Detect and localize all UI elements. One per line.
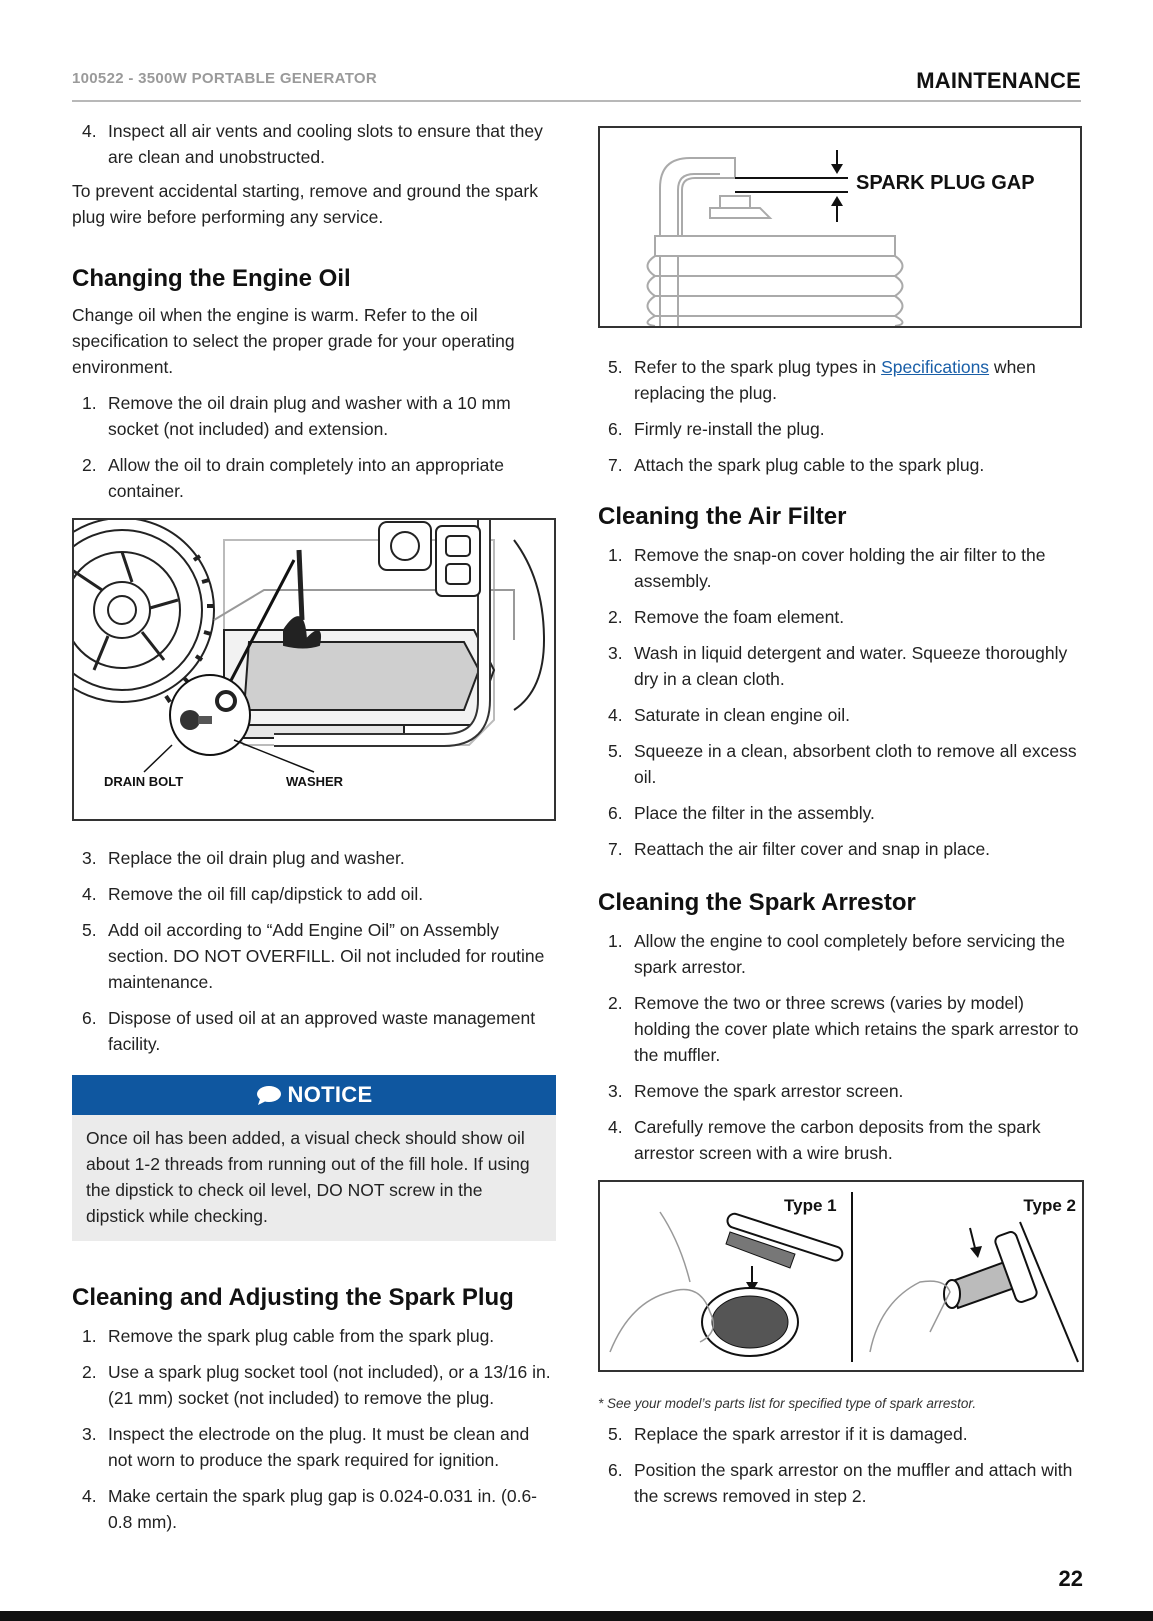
list-item — [598, 1114, 1084, 1166]
step-number: 3. — [82, 848, 97, 868]
step-text: Replace the spark arrestor if it is damaged. — [634, 1424, 968, 1444]
step-number: 2. — [608, 607, 623, 627]
step-text: Position the spark arrestor on the muffler and attach with the screws removed in step 2. — [634, 1460, 1073, 1506]
list-item — [72, 1483, 556, 1535]
step-text: Remove the oil drain plug and washer with a 10 mm socket (not included) and extension. — [108, 393, 511, 439]
list-item — [598, 1457, 1084, 1509]
speech-bubble-icon — [256, 1085, 282, 1105]
list-item — [72, 390, 556, 442]
list-item — [72, 845, 556, 871]
arrestor-footnote: * See your model’s parts list for specified type of spark arrestor. — [598, 1396, 977, 1411]
step-number: 5. — [608, 741, 623, 761]
list-item — [598, 604, 1084, 630]
step-number: 4. — [82, 884, 97, 904]
safety-paragraph: To prevent accidental starting, remove and ground the spark plug wire before performing any service. — [72, 181, 538, 227]
oil-intro-paragraph: Change oil when the engine is warm. Refer to the oil specification to select the proper grade for your operating environment. — [72, 305, 515, 377]
spark-plug-gap-figure — [598, 126, 1082, 328]
step-text: Place the filter in the assembly. — [634, 803, 875, 823]
step-number: 7. — [608, 839, 623, 859]
list-item — [72, 1323, 556, 1349]
bottom-rule — [0, 1611, 1153, 1621]
step-number: 2. — [82, 455, 97, 475]
step-text: Wash in liquid detergent and water. Squeeze thoroughly dry in a clean cloth. — [634, 643, 1068, 689]
step-text: Add oil according to “Add Engine Oil” on Assembly section. DO NOT OVERFILL. Oil not included for routine maintenance. — [108, 920, 545, 992]
cylinder-arrestor-icon — [944, 1230, 1038, 1308]
list-item — [598, 990, 1084, 1068]
notice-content — [72, 1115, 556, 1241]
list-item — [72, 118, 556, 170]
step-number: 3. — [608, 1081, 623, 1101]
step-text — [634, 354, 1084, 406]
list-item — [598, 800, 1084, 826]
step-number: 6. — [608, 803, 623, 823]
spark-arrestor-illustration — [600, 1182, 1082, 1370]
list-item — [598, 542, 1084, 594]
wire-brush-icon — [726, 1212, 844, 1268]
oil-steps-first — [72, 390, 556, 504]
step-number: 2. — [608, 993, 623, 1013]
step-text: Replace the oil drain plug and washer. — [108, 848, 405, 868]
step-text: Carefully remove the carbon deposits from the spark arrestor screen with a wire brush. — [634, 1117, 1041, 1163]
step-number: 2. — [82, 1362, 97, 1382]
left-column — [72, 118, 556, 1545]
list-item — [598, 452, 1084, 478]
step-text: Remove the snap-on cover holding the air filter to the assembly. — [634, 545, 1046, 591]
step-number: 6. — [608, 419, 623, 439]
right-column — [598, 126, 1084, 1519]
step-text: Allow the oil to drain completely into an appropriate container. — [108, 455, 504, 501]
step-text: Attach the spark plug cable to the spark plug. — [634, 455, 985, 475]
step-text: Squeeze in a clean, absorbent cloth to remove all excess oil. — [634, 741, 1077, 787]
list-item — [72, 881, 556, 907]
drain-plug-figure — [72, 518, 556, 821]
list-item — [72, 452, 556, 504]
list-item — [598, 702, 1084, 728]
step-text: Use a spark plug socket tool (not included), or a 13/16 in. (21 mm) socket (not included) to remove the plug. — [108, 1362, 551, 1408]
intro-steps — [72, 118, 556, 170]
list-item — [598, 836, 1084, 862]
step-text-after-link: when replacing the plug. — [634, 357, 1036, 403]
specifications-link[interactable]: Specifications — [881, 357, 990, 377]
drain-bolt-label: DRAIN BOLT — [104, 774, 184, 789]
oil-steps-second — [72, 845, 556, 1057]
step-text: Remove the spark plug cable from the spark plug. — [108, 1326, 495, 1346]
step-number: 3. — [82, 1424, 97, 1444]
round-screen-icon — [702, 1288, 798, 1356]
step-text: Saturate in clean engine oil. — [634, 705, 850, 725]
list-item — [72, 917, 556, 995]
heading-spark-arrestor: Cleaning the Spark Arrestor — [598, 889, 916, 916]
step-text: Inspect all air vents and cooling slots to ensure that they are clean and unobstructed. — [108, 121, 543, 167]
list-item — [598, 416, 1084, 442]
step-text: Remove the two or three screws (varies by model) holding the cover plate which retains the spark arrestor to the muffler. — [634, 993, 1079, 1065]
page-number: 22 — [1058, 1566, 1083, 1591]
heading-air-filter: Cleaning the Air Filter — [598, 503, 847, 530]
step-text: Remove the foam element. — [634, 607, 845, 627]
step-number: 4. — [82, 1486, 97, 1506]
list-item — [598, 1421, 1084, 1447]
list-item — [598, 1078, 1084, 1104]
step-number: 4. — [608, 705, 623, 725]
list-item — [72, 1359, 556, 1411]
step-number: 5. — [608, 357, 623, 377]
heading-spark-plug: Cleaning and Adjusting the Spark Plug — [72, 1284, 514, 1311]
step-number: 5. — [608, 1424, 623, 1444]
air-filter-steps — [598, 542, 1084, 862]
step-text: Allow the engine to cool completely before servicing the spark arrestor. — [634, 931, 1065, 977]
step-text: Make certain the spark plug gap is 0.024-0.031 in. (0.6-0.8 mm). — [108, 1486, 537, 1532]
notice-title: NOTICE — [287, 1082, 373, 1107]
step-text: Remove the spark arrestor screen. — [634, 1081, 904, 1101]
step-number: 4. — [608, 1117, 623, 1137]
step-number: 5. — [82, 920, 97, 940]
spark-arrestor-figure — [598, 1180, 1084, 1372]
spark-plug-steps-continued — [598, 354, 1084, 478]
step-text-before-link: Refer to the spark plug types in — [634, 357, 882, 377]
step-text: Dispose of used oil at an approved waste management facility. — [108, 1008, 536, 1054]
list-item — [72, 1005, 556, 1057]
step-number: 1. — [608, 931, 623, 951]
document-title: 100522 - 3500W PORTABLE GENERATOR — [72, 70, 377, 87]
spark-plug-steps — [72, 1323, 556, 1535]
step-number: 6. — [82, 1008, 97, 1028]
header-divider — [72, 100, 1081, 102]
step-number: 4. — [82, 121, 97, 141]
list-item — [72, 1421, 556, 1473]
list-item — [598, 354, 1084, 406]
step-text: Remove the oil fill cap/dipstick to add oil. — [108, 884, 424, 904]
type2-label: Type 2 — [1023, 1196, 1076, 1215]
washer-label: WASHER — [286, 774, 344, 789]
list-item — [598, 738, 1084, 790]
spark-plug-gap-label: SPARK PLUG GAP — [856, 172, 1035, 194]
step-number: 1. — [82, 393, 97, 413]
type1-label: Type 1 — [784, 1196, 837, 1215]
spark-plug-gap-illustration — [600, 128, 1080, 326]
spark-arrestor-steps-continued — [598, 1421, 1084, 1509]
list-item — [598, 928, 1084, 980]
step-number: 7. — [608, 455, 623, 475]
list-item — [598, 640, 1084, 692]
step-number: 3. — [608, 643, 623, 663]
heading-changing-engine-oil: Changing the Engine Oil — [72, 265, 351, 292]
step-text: Reattach the air filter cover and snap in place. — [634, 839, 991, 859]
step-number: 1. — [608, 545, 623, 565]
step-text: Firmly re-install the plug. — [634, 419, 825, 439]
step-number: 1. — [82, 1326, 97, 1346]
notice-text: Once oil has been added, a visual check should show oil about 1-2 threads from running out of the fill hole. If using the dipstick to check oil level, DO NOT screw in the dipstick while checking. — [86, 1128, 530, 1226]
notice-header — [72, 1075, 556, 1115]
step-number: 6. — [608, 1460, 623, 1480]
spark-arrestor-steps — [598, 928, 1084, 1166]
section-title: MAINTENANCE — [916, 68, 1081, 93]
notice-box — [72, 1075, 556, 1241]
step-text: Inspect the electrode on the plug. It must be clean and not worn to produce the spark required for ignition. — [108, 1424, 530, 1470]
